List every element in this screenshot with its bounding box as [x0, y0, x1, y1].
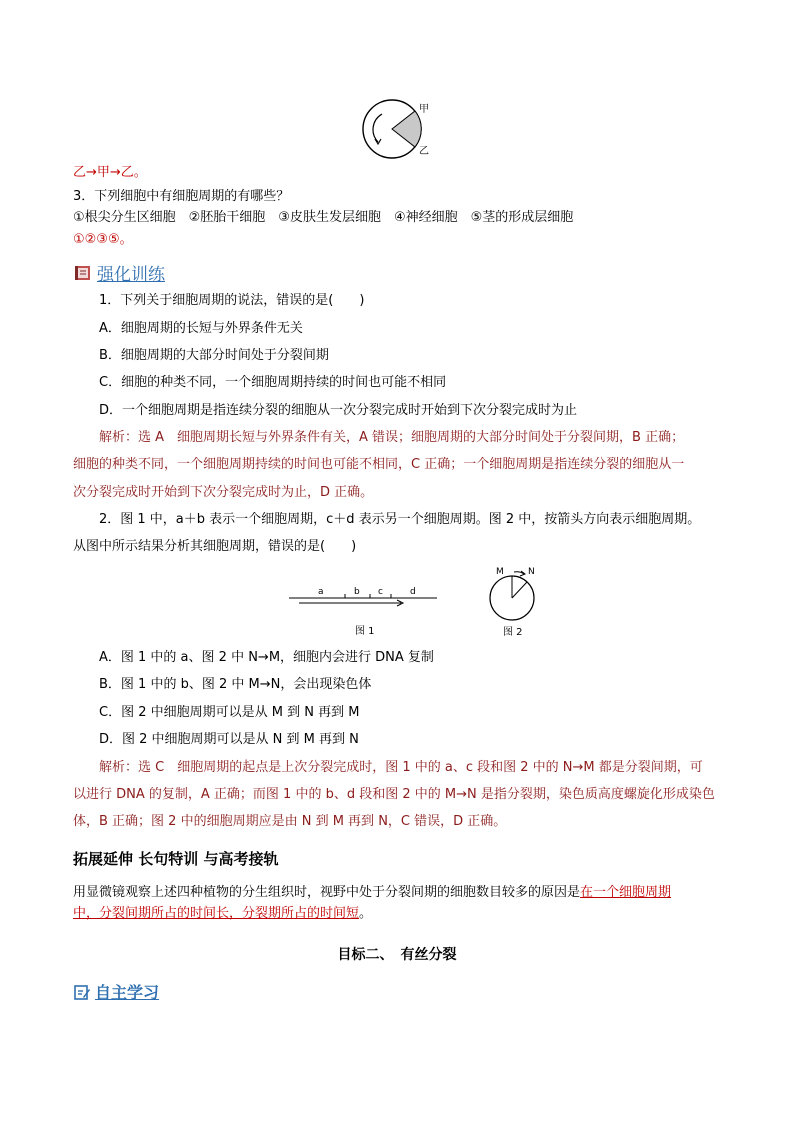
- book-icon: [73, 263, 93, 283]
- ex1-option-b: B．细胞周期的大部分时间处于分裂间期: [99, 348, 329, 363]
- section-strengthen-header: [73, 260, 165, 285]
- fig2-label-m: M: [496, 567, 504, 577]
- label-yi: 乙: [419, 146, 429, 157]
- fig1-caption: 图 1: [355, 626, 375, 637]
- pencil-note-icon: [73, 983, 91, 1001]
- ex2-question-2: 从图中所示结果分析其细胞周期，错误的是( ): [73, 539, 357, 554]
- ex2-analysis-2: 以进行 DNA 的复制，A 正确；而图 1 中的 b、d 段和图 2 中的 M→N 是指分裂期，染色质高度螺旋化形成染色: [73, 787, 715, 802]
- ex1-option-a: A．细胞周期的长短与外界条件无关: [99, 321, 303, 336]
- extension-answer-part-2: 中，分裂间期所占的时间长，分裂期所占的时间短: [73, 906, 360, 921]
- q3-answer: ①②③⑤。: [73, 232, 133, 247]
- ex2-option-b: B．图 1 中的 b、图 2 中 M→N，会出现染色体: [99, 677, 372, 692]
- fig1-label-c: c: [378, 587, 383, 597]
- fig1-label-b: b: [354, 587, 360, 597]
- ex1-analysis-1: 解析：选 A 细胞周期长短与外界条件有关，A 错误；细胞周期的大部分时间处于分裂间期，B 正确；: [99, 430, 685, 445]
- ex1-option-c: C．细胞的种类不同，一个细胞周期持续的时间也可能不相同: [99, 375, 447, 390]
- q3-question: 3．下列细胞中有细胞周期的有哪些？: [73, 189, 290, 204]
- extension-title: 拓展延伸 长句特训 与高考接轨: [73, 850, 279, 868]
- ex1-question: 1．下列关于细胞周期的说法，错误的是( ): [99, 293, 365, 308]
- extension-line-2: [73, 905, 372, 923]
- extension-question: 用显微镜观察上述四种植物的分生组织时，视野中处于分裂间期的细胞数目较多的原因是: [73, 885, 581, 900]
- extension-line-1: [73, 884, 671, 902]
- fig1-label-a: a: [318, 587, 324, 597]
- ex1-option-d: D．一个细胞周期是指连续分裂的细胞从一次分裂完成时开始到下次分裂完成时为止: [99, 403, 578, 418]
- extension-answer-part-1: 在一个细胞周期: [580, 885, 672, 900]
- ex1-analysis-2: 细胞的种类不同，一个细胞周期持续的时间也可能不相同，C 正确；一个细胞周期是指连续分裂的细胞从一: [73, 457, 685, 472]
- ex2-option-c: C．图 2 中细胞周期可以是从 M 到 N 再到 M: [99, 705, 360, 720]
- cell-cycle-circle-figure: [355, 96, 445, 166]
- ex1-analysis-3: 次分裂完成时开始到下次分裂完成时为止，D 正确。: [73, 485, 374, 500]
- goal-2-title: 目标二、 有丝分裂: [337, 947, 457, 963]
- fig2-caption: 图 2: [503, 627, 523, 638]
- ex2-question-1: 2．图 1 中，a＋b 表示一个细胞周期，c＋d 表示另一个细胞周期。图 2 中，按箭头方向表示细胞周期。: [99, 512, 701, 527]
- figure-2: [482, 562, 552, 640]
- ex2-option-d: D．图 2 中细胞周期可以是从 N 到 M 再到 N: [99, 732, 359, 747]
- ex2-analysis-1: 解析：选 C 细胞周期的起点是上次分裂完成时，图 1 中的 a、c 段和图 2 中的 N→M 都是分裂间期，可: [99, 760, 703, 775]
- ex2-analysis-3: 体，B 正确；图 2 中的细胞周期应是由 N 到 M 再到 N，C 错误，D 正确。: [73, 814, 507, 829]
- answer-2: 乙→甲→乙。: [73, 165, 147, 180]
- fig2-label-n: N: [528, 567, 535, 577]
- extension-end: 。: [359, 906, 373, 921]
- section-self-study-header: [73, 980, 159, 1003]
- section-self-study-title: 自主学习: [95, 983, 160, 1002]
- q3-options: ①根尖分生区细胞 ②胚胎干细胞 ③皮肤生发层细胞 ④神经细胞 ⑤茎的形成层细胞: [73, 210, 574, 225]
- figure-1: [285, 582, 445, 640]
- ex2-option-a: A．图 1 中的 a、图 2 中 N→M，细胞内会进行 DNA 复制: [99, 650, 434, 665]
- section-strengthen-title: 强化训练: [97, 265, 165, 285]
- label-jia: 甲: [419, 104, 429, 115]
- fig1-label-d: d: [410, 587, 416, 597]
